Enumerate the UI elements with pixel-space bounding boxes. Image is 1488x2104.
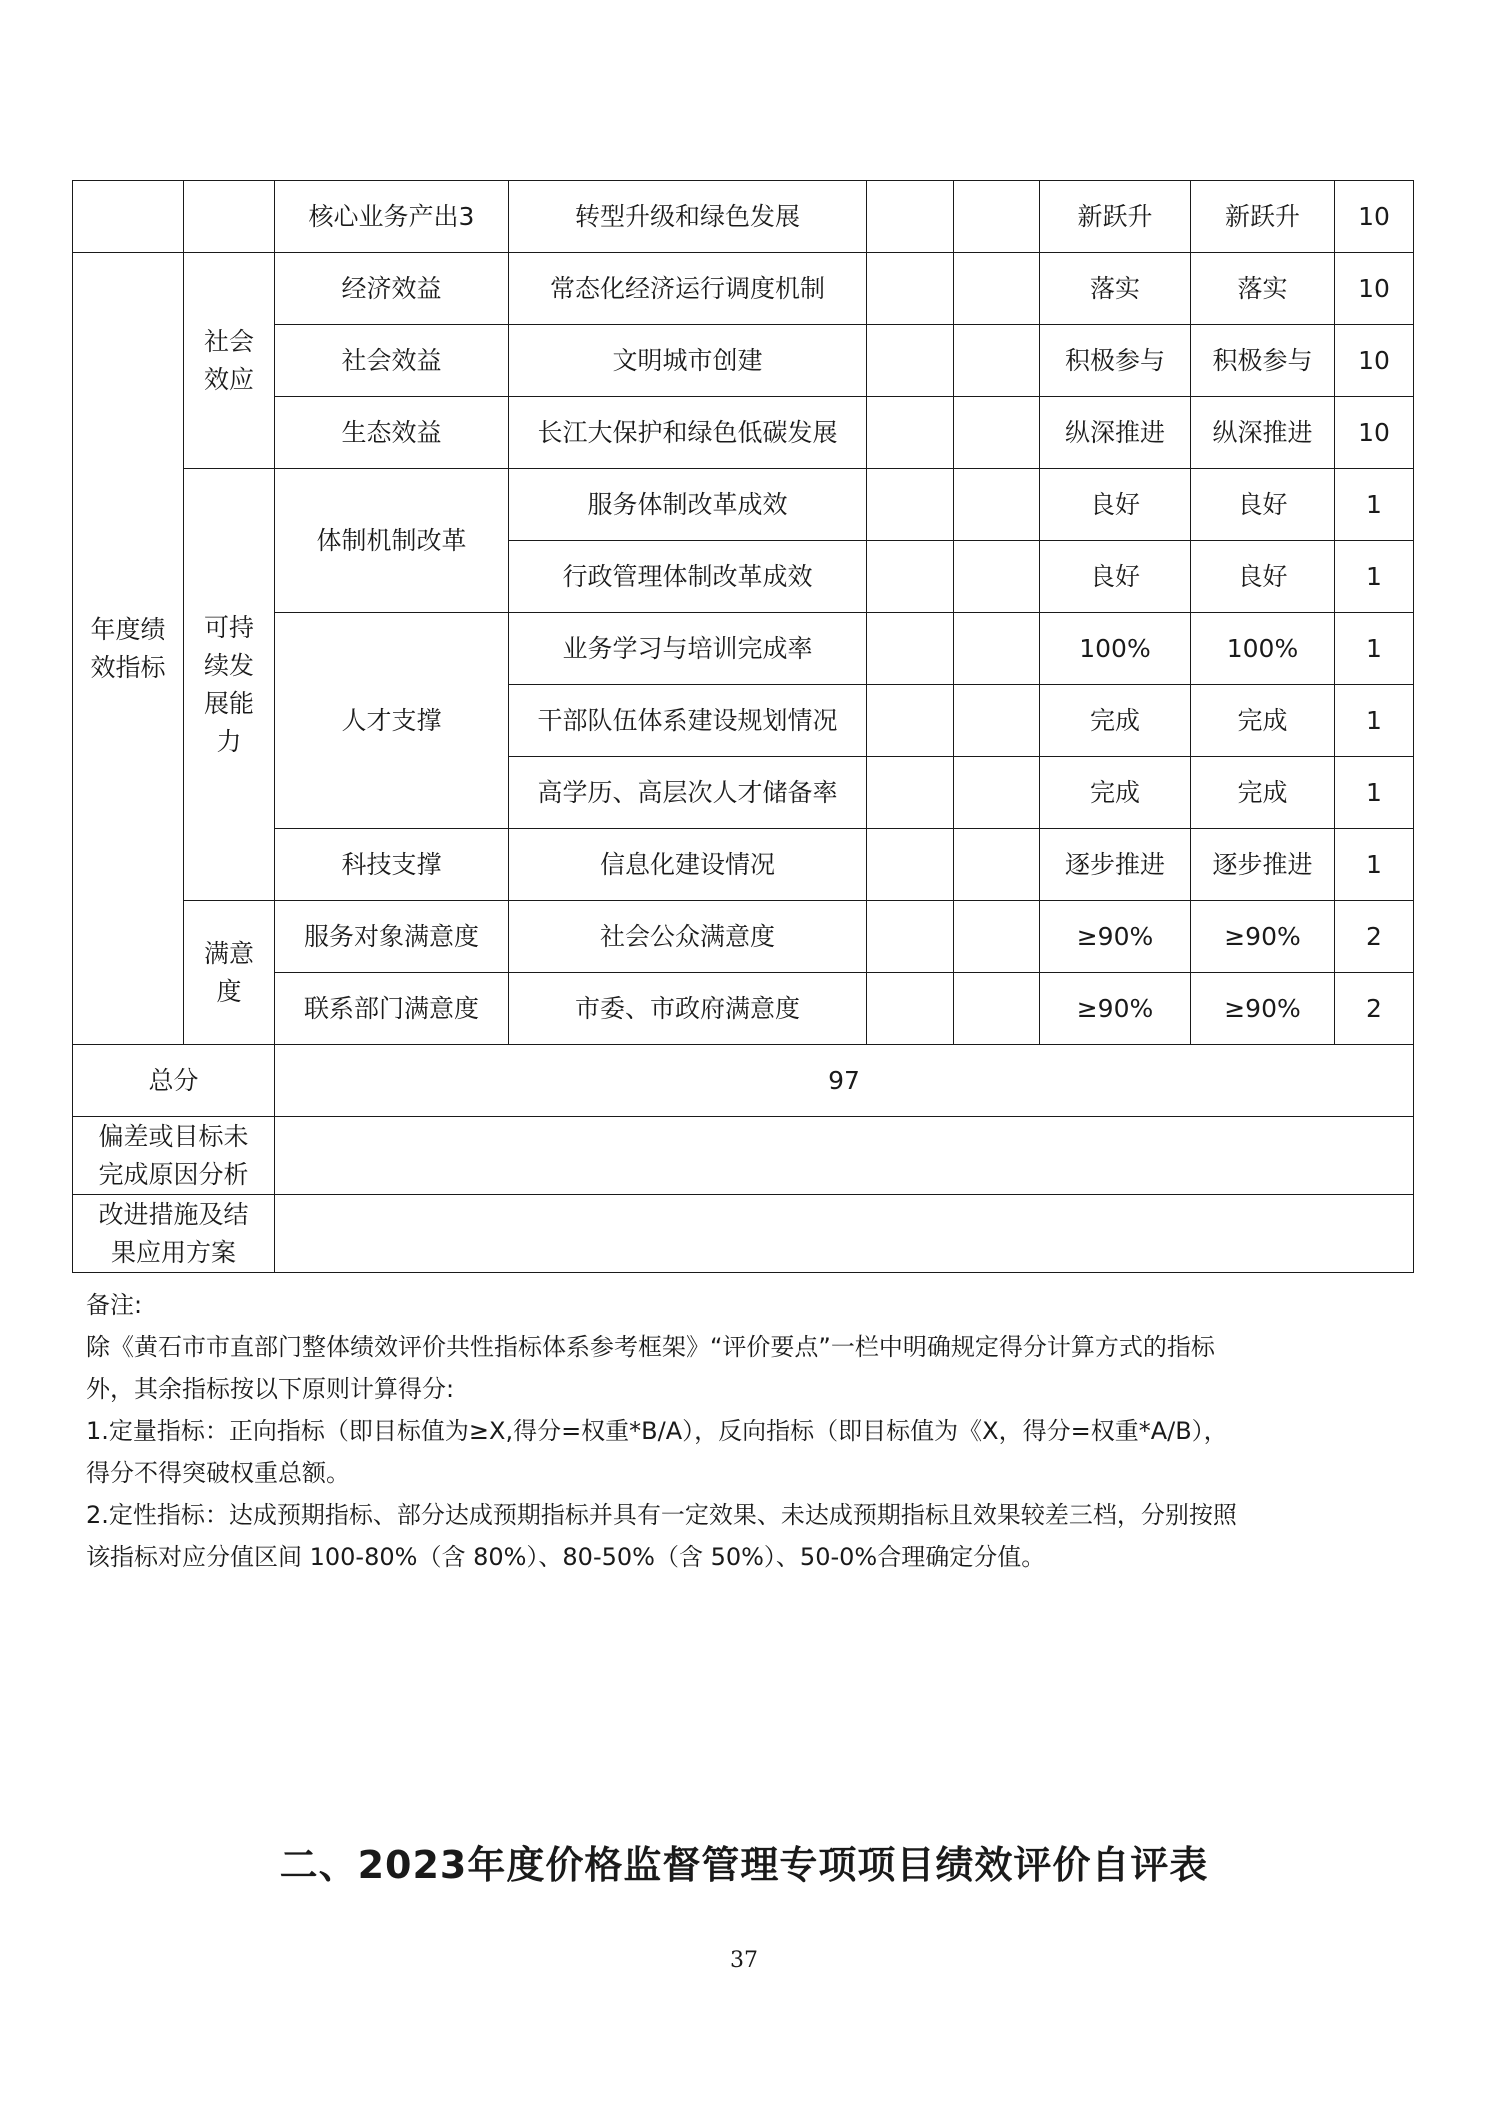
level3-cell: 服务对象满意度 bbox=[275, 901, 509, 973]
level2-cell bbox=[184, 181, 275, 253]
level3-cell: 生态效益 bbox=[275, 397, 509, 469]
level3-cell: 体制机制改革 bbox=[275, 469, 509, 613]
target-cell: 新跃升 bbox=[1040, 181, 1191, 253]
level3-cell: 人才支撑 bbox=[275, 613, 509, 829]
notes-line: 外，其余指标按以下原则计算得分: bbox=[86, 1375, 455, 1403]
deviation-label: 偏差或目标未完成原因分析 bbox=[73, 1117, 275, 1195]
improvement-row bbox=[73, 1195, 1414, 1273]
target-cell: 落实 bbox=[1040, 253, 1191, 325]
empty-cell bbox=[867, 181, 954, 253]
indicator-cell: 服务体制改革成效 bbox=[509, 469, 867, 541]
empty-cell bbox=[867, 829, 954, 901]
actual-cell: 积极参与 bbox=[1191, 325, 1335, 397]
table-row bbox=[73, 181, 1414, 253]
notes-block bbox=[86, 1284, 1416, 1578]
level3-cell: 核心业务产出3 bbox=[275, 181, 509, 253]
level2-cell: 社会效应 bbox=[184, 253, 275, 469]
empty-cell bbox=[954, 541, 1040, 613]
actual-cell: 逐步推进 bbox=[1191, 829, 1335, 901]
empty-cell bbox=[954, 325, 1040, 397]
empty-cell bbox=[954, 253, 1040, 325]
performance-table bbox=[72, 180, 1414, 1273]
deviation-row bbox=[73, 1117, 1414, 1195]
indicator-cell: 业务学习与培训完成率 bbox=[509, 613, 867, 685]
indicator-cell: 转型升级和绿色发展 bbox=[509, 181, 867, 253]
empty-cell bbox=[867, 541, 954, 613]
empty-cell bbox=[867, 325, 954, 397]
indicator-cell: 高学历、高层次人才储备率 bbox=[509, 757, 867, 829]
total-value: 97 bbox=[275, 1045, 1414, 1117]
table-row bbox=[73, 613, 1414, 685]
indicator-cell: 常态化经济运行调度机制 bbox=[509, 253, 867, 325]
table-row bbox=[73, 829, 1414, 901]
empty-cell bbox=[954, 397, 1040, 469]
indicator-cell: 干部队伍体系建设规划情况 bbox=[509, 685, 867, 757]
improvement-label: 改进措施及结果应用方案 bbox=[73, 1195, 275, 1273]
table-row bbox=[73, 469, 1414, 541]
empty-cell bbox=[867, 469, 954, 541]
actual-cell: 完成 bbox=[1191, 757, 1335, 829]
score-cell: 1 bbox=[1335, 541, 1414, 613]
table-row bbox=[73, 325, 1414, 397]
level3-cell: 社会效益 bbox=[275, 325, 509, 397]
empty-cell bbox=[867, 901, 954, 973]
level3-cell: 联系部门满意度 bbox=[275, 973, 509, 1045]
score-cell: 2 bbox=[1335, 973, 1414, 1045]
table-row bbox=[73, 973, 1414, 1045]
score-cell: 1 bbox=[1335, 469, 1414, 541]
indicator-cell: 市委、市政府满意度 bbox=[509, 973, 867, 1045]
notes-line: 除《黄石市市直部门整体绩效评价共性指标体系参考框架》“评价要点”一栏中明确规定得分计算方式的指标 bbox=[86, 1333, 1215, 1361]
notes-line: 该指标对应分值区间 100-80%（含 80%）、80-50%（含 50%）、50-0%合理确定分值。 bbox=[86, 1543, 1046, 1571]
actual-cell: 完成 bbox=[1191, 685, 1335, 757]
indicator-cell: 社会公众满意度 bbox=[509, 901, 867, 973]
empty-cell bbox=[954, 901, 1040, 973]
empty-cell bbox=[867, 757, 954, 829]
empty-cell bbox=[954, 685, 1040, 757]
actual-cell: 良好 bbox=[1191, 541, 1335, 613]
target-cell: 良好 bbox=[1040, 469, 1191, 541]
actual-cell: ≥90% bbox=[1191, 973, 1335, 1045]
score-cell: 1 bbox=[1335, 757, 1414, 829]
notes-heading: 备注: bbox=[86, 1291, 143, 1319]
level3-cell: 科技支撑 bbox=[275, 829, 509, 901]
target-cell: 纵深推进 bbox=[1040, 397, 1191, 469]
score-cell: 1 bbox=[1335, 685, 1414, 757]
target-cell: 完成 bbox=[1040, 757, 1191, 829]
section-title: 二、2023年度价格监督管理专项项目绩效评价自评表 bbox=[279, 1843, 1209, 1887]
table-row bbox=[73, 253, 1414, 325]
empty-cell bbox=[954, 973, 1040, 1045]
actual-cell: 纵深推进 bbox=[1191, 397, 1335, 469]
actual-cell: 落实 bbox=[1191, 253, 1335, 325]
indicator-cell: 文明城市创建 bbox=[509, 325, 867, 397]
empty-cell bbox=[954, 469, 1040, 541]
score-cell: 10 bbox=[1335, 253, 1414, 325]
empty-cell bbox=[954, 829, 1040, 901]
target-cell: ≥90% bbox=[1040, 973, 1191, 1045]
notes-line: 2.定性指标：达成预期指标、部分达成预期指标并具有一定效果、未达成预期指标且效果较差三档，分别按照 bbox=[86, 1501, 1237, 1529]
empty-cell bbox=[867, 397, 954, 469]
actual-cell: 100% bbox=[1191, 613, 1335, 685]
score-cell: 10 bbox=[1335, 397, 1414, 469]
notes-line: 得分不得突破权重总额。 bbox=[86, 1459, 350, 1487]
score-cell: 10 bbox=[1335, 181, 1414, 253]
indicator-cell: 行政管理体制改革成效 bbox=[509, 541, 867, 613]
empty-cell bbox=[954, 757, 1040, 829]
level1-cell bbox=[73, 181, 184, 253]
total-label: 总分 bbox=[73, 1045, 275, 1117]
improvement-value bbox=[275, 1195, 1414, 1273]
score-cell: 2 bbox=[1335, 901, 1414, 973]
table-row bbox=[73, 901, 1414, 973]
indicator-cell: 长江大保护和绿色低碳发展 bbox=[509, 397, 867, 469]
target-cell: 100% bbox=[1040, 613, 1191, 685]
target-cell: 积极参与 bbox=[1040, 325, 1191, 397]
level2-cell: 可持续发展能力 bbox=[184, 469, 275, 901]
target-cell: 完成 bbox=[1040, 685, 1191, 757]
target-cell: ≥90% bbox=[1040, 901, 1191, 973]
table-row bbox=[73, 397, 1414, 469]
actual-cell: ≥90% bbox=[1191, 901, 1335, 973]
score-cell: 1 bbox=[1335, 829, 1414, 901]
page-number: 37 bbox=[730, 1948, 758, 1973]
empty-cell bbox=[954, 613, 1040, 685]
empty-cell bbox=[867, 685, 954, 757]
target-cell: 逐步推进 bbox=[1040, 829, 1191, 901]
score-cell: 1 bbox=[1335, 613, 1414, 685]
empty-cell bbox=[867, 253, 954, 325]
actual-cell: 新跃升 bbox=[1191, 181, 1335, 253]
empty-cell bbox=[954, 181, 1040, 253]
empty-cell bbox=[867, 973, 954, 1045]
deviation-value bbox=[275, 1117, 1414, 1195]
score-cell: 10 bbox=[1335, 325, 1414, 397]
indicator-cell: 信息化建设情况 bbox=[509, 829, 867, 901]
empty-cell bbox=[867, 613, 954, 685]
actual-cell: 良好 bbox=[1191, 469, 1335, 541]
target-cell: 良好 bbox=[1040, 541, 1191, 613]
level3-cell: 经济效益 bbox=[275, 253, 509, 325]
notes-line: 1.定量指标：正向指标（即目标值为≥X,得分=权重*B/A），反向指标（即目标值为《X，得分=权重*A/B）， bbox=[86, 1417, 1228, 1445]
level1-cell: 年度绩效指标 bbox=[73, 253, 184, 1045]
total-row bbox=[73, 1045, 1414, 1117]
level2-cell: 满意度 bbox=[184, 901, 275, 1045]
